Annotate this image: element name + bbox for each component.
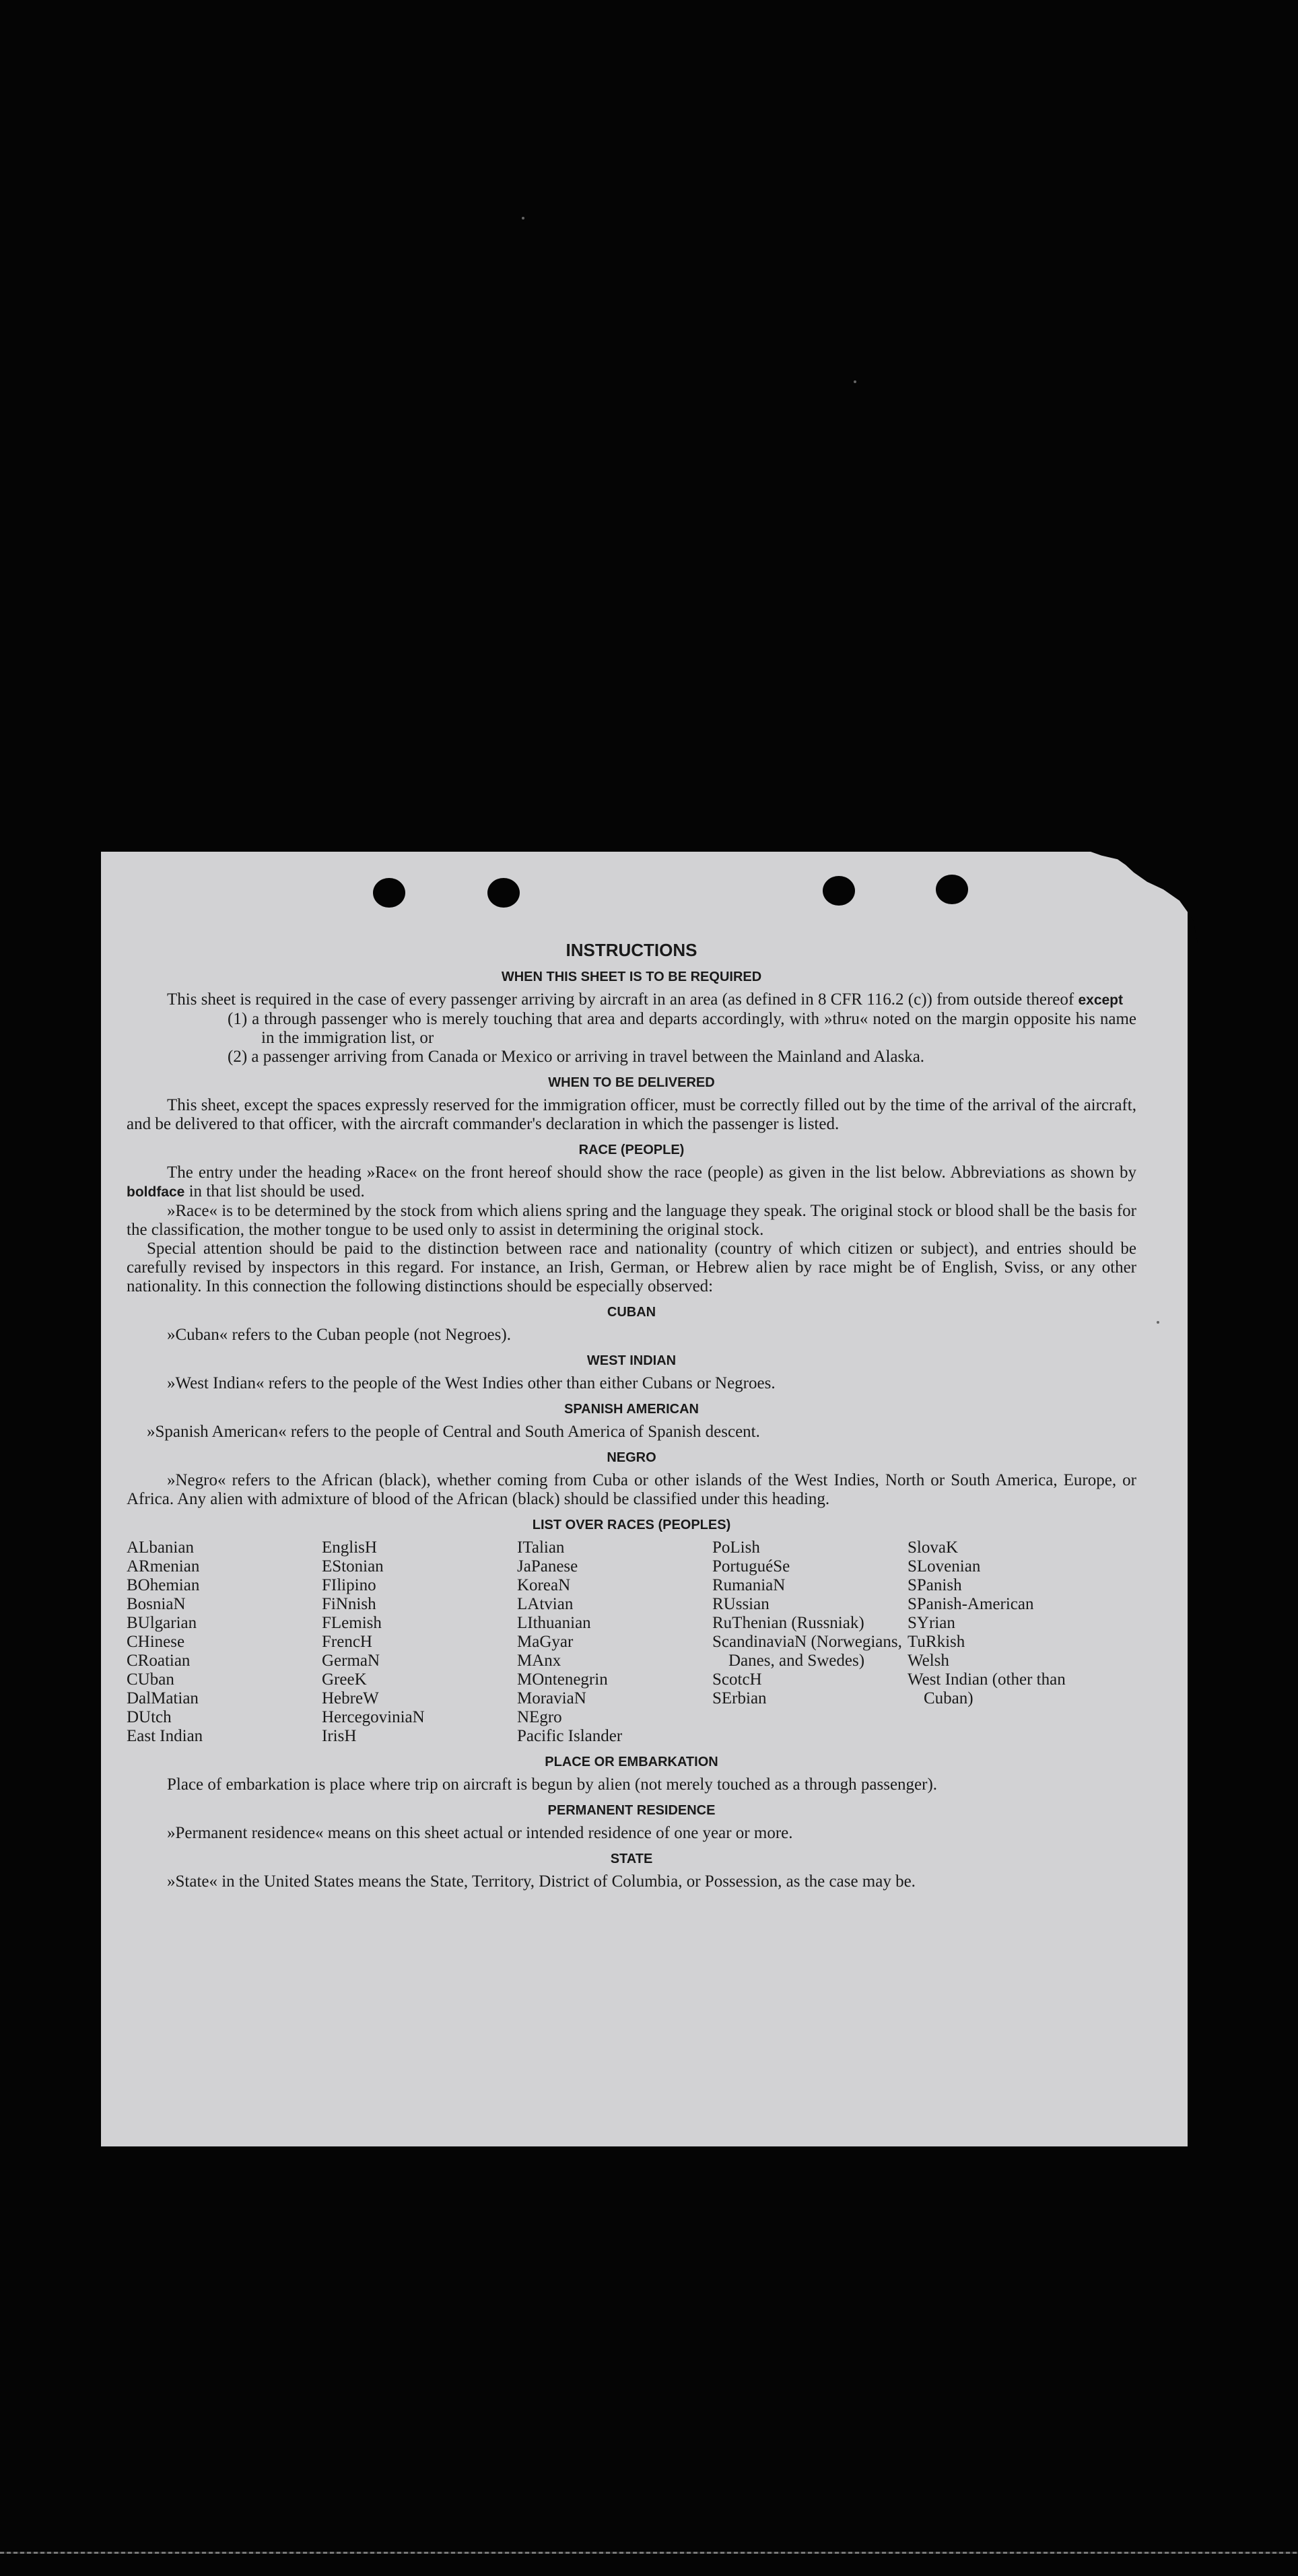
cuban-text: »Cuban« refers to the Cuban people (not Negroes). <box>167 1326 511 1344</box>
dust-speck <box>522 217 524 219</box>
section-heading-residence: PERMANENT RESIDENCE <box>547 1803 716 1818</box>
list-item: MOntenegrin <box>517 1670 608 1689</box>
list-item: GreeK <box>322 1670 367 1689</box>
punch-hole-1 <box>373 878 405 908</box>
required-intro: This sheet is required in the case of every passenger arriving by aircraft in an area (as defined in 8 CFR 116.2 (c)) from outside thereof except <box>167 990 1124 1009</box>
list-item: MoraviaN <box>517 1689 586 1707</box>
list-item: TuRkish <box>908 1633 965 1651</box>
embarkation-text: Place of embarkation is place where trip on aircraft is begun by alien (not merely touched as a through passenger). <box>167 1775 938 1794</box>
punch-hole-4 <box>936 875 968 904</box>
list-item: HercegoviniaN <box>322 1708 425 1726</box>
section-heading-delivered: WHEN TO BE DELIVERED <box>548 1075 715 1090</box>
delivered-text: This sheet, except the spaces expressly reserved for the immigration officer, must be correctly filled out by the time of the arrival of the aircraft, and be delivered to that officer, with the aircraft commander's declaration in which the passenger is listed. <box>127 1096 1136 1133</box>
race-paragraph-3: Special attention should be paid to the distinction between race and nationality (country of which citizen or subject), and entries should be carefully revised by inspectors in this regard. For instance, an Irish, German, or Hebrew alien by race might be of English, Sviss, or any other nationality. In this connection the following distinctions should be especially observed: <box>127 1240 1136 1295</box>
dust-speck <box>1157 1321 1159 1324</box>
section-heading-state: STATE <box>610 1852 653 1866</box>
section-heading-required: WHEN THIS SHEET IS TO BE REQUIRED <box>501 970 762 984</box>
required-item-2: (2) a passenger arriving from Canada or Mexico or arriving in travel between the Mainland and Alaska. <box>228 1048 925 1066</box>
list-item: SlovaK <box>908 1538 958 1557</box>
list-item: West Indian (other than Cuban) <box>908 1670 1066 1707</box>
list-item: IrisH <box>322 1727 357 1745</box>
section-heading-west-indian: WEST INDIAN <box>586 1353 677 1368</box>
punch-hole-2 <box>487 878 520 908</box>
negro-text: »Negro« refers to the African (black), whether coming from Cuba or other islands of the West Indies, North or South America, Europe, or Africa. Any alien with admixture of blood of the African (black) should be classified under this heading. <box>127 1471 1136 1508</box>
spanish-american-text: »Spanish American« refers to the people of Central and South America of Spanish descent. <box>147 1423 760 1441</box>
list-item: RuThenian (Russniak) <box>712 1614 864 1632</box>
required-item-1: (1) a through passenger who is merely touching that area and departs accordingly, with »thru« noted on the margin opposite his name in the immigration list, or <box>228 1010 1136 1047</box>
list-item: PoLish <box>712 1538 760 1557</box>
list-item: KoreaN <box>517 1576 571 1594</box>
list-item: ScotcH <box>712 1670 762 1689</box>
list-item: RumaniaN <box>712 1576 786 1594</box>
section-heading-negro: NEGRO <box>607 1450 656 1465</box>
dust-speck <box>854 380 856 383</box>
list-item: NEgro <box>517 1708 562 1726</box>
list-item: BUlgarian <box>127 1614 197 1632</box>
section-heading-spanish-american: SPANISH AMERICAN <box>563 1402 699 1417</box>
state-text: »State« in the United States means the State, Territory, District of Columbia, or Possession, as the case may be. <box>167 1872 916 1891</box>
list-item: FiNnish <box>322 1595 376 1613</box>
page-title: INSTRUCTIONS <box>566 940 697 960</box>
list-item: CHinese <box>127 1633 185 1651</box>
instructions-content <box>127 941 1136 1891</box>
race-column-4 <box>712 1538 908 1746</box>
list-item: PortuguéSe <box>712 1557 790 1575</box>
west-indian-text: »West Indian« refers to the people of the West Indies other than either Cubans or Negroes. <box>167 1374 776 1392</box>
list-item: BosniaN <box>127 1595 186 1613</box>
punch-hole-3 <box>823 876 855 906</box>
race-column-3 <box>517 1538 712 1746</box>
race-column-1 <box>127 1538 322 1746</box>
list-item: Pacific Islander <box>517 1727 623 1745</box>
list-item: SYrian <box>908 1614 955 1632</box>
list-item: JaPanese <box>517 1557 578 1575</box>
race-list <box>127 1538 1136 1746</box>
list-item: ALbanian <box>127 1538 194 1557</box>
list-item: DUtch <box>127 1708 172 1726</box>
list-item: LIthuanian <box>517 1614 591 1632</box>
list-item: SPanish <box>908 1576 962 1594</box>
list-item: GermaN <box>322 1652 380 1670</box>
section-heading-race-list: LIST OVER RACES (PEOPLES) <box>532 1518 731 1532</box>
list-item: FLemish <box>322 1614 382 1632</box>
bottom-scan-edge <box>0 2552 1298 2554</box>
list-item: FIlipino <box>322 1576 376 1594</box>
residence-text: »Permanent residence« means on this sheet actual or intended residence of one year or more. <box>167 1824 793 1842</box>
list-item: ARmenian <box>127 1557 200 1575</box>
document-page <box>101 852 1188 2146</box>
list-item: SPanish-American <box>908 1595 1034 1613</box>
list-item: CRoatian <box>127 1652 191 1670</box>
list-item: FrencH <box>322 1633 372 1651</box>
list-item: EnglisH <box>322 1538 377 1557</box>
list-item: MAnx <box>517 1652 561 1670</box>
race-paragraph-1: The entry under the heading »Race« on the front hereof should show the race (people) as given in the list below. Abbreviations as shown by boldface in that list should be used. <box>127 1163 1136 1200</box>
section-heading-cuban: CUBAN <box>607 1305 656 1320</box>
race-paragraph-2: »Race« is to be determined by the stock from which aliens spring and the language they speak. The original stock or blood shall be the basis for the classification, the mother tongue to be used only to assist in determining the original stock. <box>127 1202 1136 1239</box>
list-item: SLovenian <box>908 1557 981 1575</box>
list-item: ITalian <box>517 1538 565 1557</box>
list-item: MaGyar <box>517 1633 574 1651</box>
section-heading-embarkation: PLACE OR EMBARKATION <box>545 1755 718 1769</box>
race-column-5 <box>908 1538 1103 1746</box>
list-item: Welsh <box>908 1652 949 1670</box>
list-item: DalMatian <box>127 1689 199 1707</box>
list-item: CUban <box>127 1670 174 1689</box>
section-heading-race: RACE (PEOPLE) <box>578 1143 685 1157</box>
list-item: LAtvian <box>517 1595 574 1613</box>
list-item: BOhemian <box>127 1576 200 1594</box>
list-item: RUssian <box>712 1595 770 1613</box>
list-item: ScandinaviaN (Norwegians, Danes, and Swedes) <box>712 1633 902 1670</box>
list-item: HebreW <box>322 1689 379 1707</box>
race-column-2 <box>322 1538 517 1746</box>
list-item: SErbian <box>712 1689 767 1707</box>
list-item: EStonian <box>322 1557 384 1575</box>
list-item: East Indian <box>127 1727 203 1745</box>
